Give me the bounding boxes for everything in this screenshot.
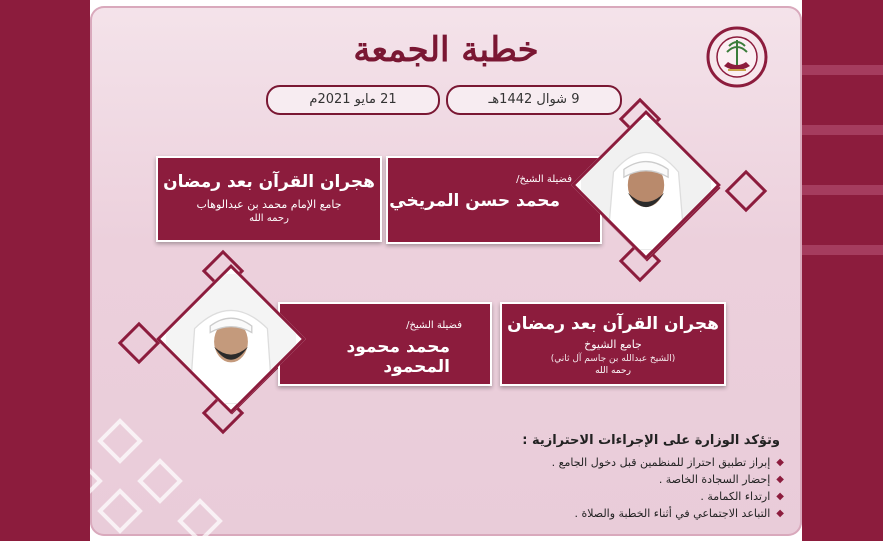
decorative-pattern xyxy=(90,411,250,536)
speaker-avatar-icon xyxy=(166,274,296,404)
bullet-icon: ◆ xyxy=(776,508,784,519)
mosque-blessing: رحمه الله xyxy=(249,213,289,224)
diamond-frame-1-small-right xyxy=(725,170,767,212)
sermon-panel-2 xyxy=(500,302,726,386)
speaker-name: محمد حسن المريخي xyxy=(389,191,560,211)
list-item-text: إبراز تطبيق احتراز للمنظمين قبل دخول الجامع . xyxy=(551,456,771,469)
speaker-role: فضيلة الشيخ/ xyxy=(516,174,572,185)
list-item-text: إحضار السجادة الخاصة . xyxy=(658,473,771,486)
speaker-panel-2 xyxy=(278,302,492,386)
bullet-icon: ◆ xyxy=(776,491,784,502)
bullet-icon: ◆ xyxy=(776,474,784,485)
precautions-heading: وتؤكد الوزارة على الإجراءات الاحترازية : xyxy=(522,433,780,448)
sermon-topic: هجران القرآن بعد رمضان xyxy=(163,172,375,192)
mosque-blessing: رحمه الله xyxy=(595,366,631,376)
gregorian-date: 21 مايو 2021م xyxy=(266,85,440,115)
list-item xyxy=(454,505,784,522)
sermon-card xyxy=(90,6,802,536)
speaker-role: فضيلة الشيخ/ xyxy=(406,320,462,331)
mosque-detail: (الشيخ عبدالله بن جاسم آل ثاني) xyxy=(550,354,676,364)
mosque-name: جامع الإمام محمد بن عبدالوهاب xyxy=(196,198,342,211)
page-title: خطبة الجمعة xyxy=(353,30,539,70)
precautions-list xyxy=(454,433,784,522)
sermon-topic: هجران القرآن بعد رمضان xyxy=(507,314,719,334)
list-item-text: التباعد الاجتماعي في أثناء الخطبة والصلاة . xyxy=(574,507,771,520)
mosque-name: جامع الشيوخ xyxy=(584,338,642,351)
background-band-left xyxy=(0,0,90,541)
list-item xyxy=(454,454,784,471)
speaker-name: محمد محمود المحمود xyxy=(346,337,450,377)
speaker-panel-1 xyxy=(386,156,602,244)
sermon-panel-1 xyxy=(156,156,382,242)
list-item xyxy=(454,471,784,488)
bullet-icon: ◆ xyxy=(776,457,784,468)
list-item xyxy=(454,488,784,505)
list-item-text: ارتداء الكمامة . xyxy=(700,490,771,503)
background-stripes xyxy=(802,30,883,330)
hijri-date: 9 شوال 1442هـ xyxy=(446,85,622,115)
speaker-photo-2 xyxy=(156,264,306,414)
diamond-frame-2-small-left xyxy=(118,322,160,364)
